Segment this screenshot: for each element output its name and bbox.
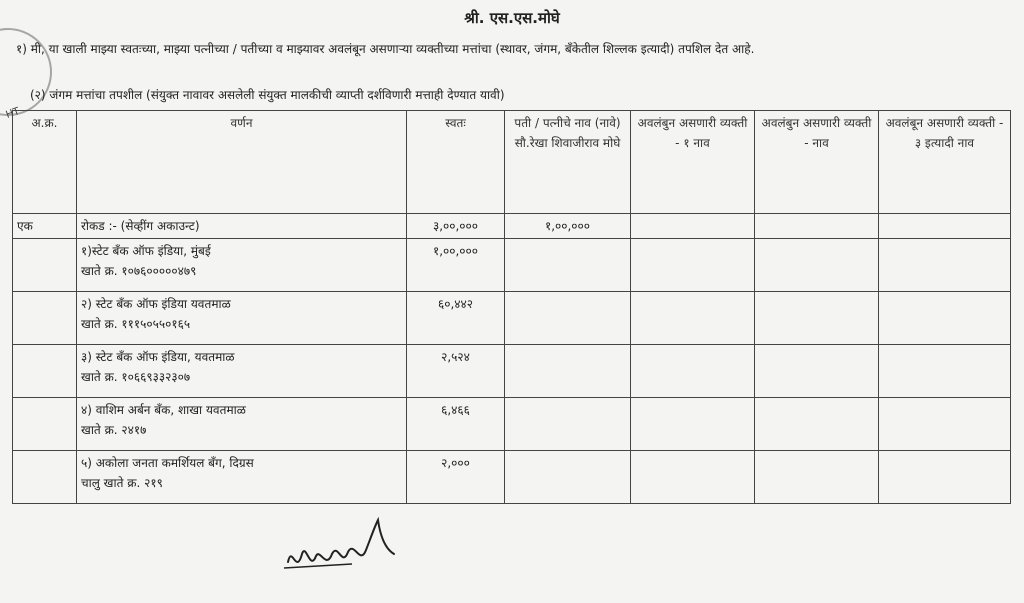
header-row xyxy=(13,111,1011,214)
table-row xyxy=(13,292,1011,345)
col-header-dependent-3: अवलंबून असणारी व्यक्ती - ३ इत्यादी नाव xyxy=(879,111,1011,214)
col-header-spouse xyxy=(505,111,631,214)
col-header-desc: वर्णन xyxy=(77,111,407,214)
row-desc: १)स्टेट बँक ऑफ इंडिया, मुंबई खाते क्र. १०७६०००००४७९ xyxy=(77,239,407,292)
col-header-dependent-2: अवलंबुन असणारी व्यक्ती - नाव xyxy=(755,111,879,214)
row-desc: ३) स्टेट बँक ऑफ इंडिया, यवतमाळ खाते क्र. १०६६९३३२३०७ xyxy=(77,345,407,398)
row-desc: २) स्टेट बँक ऑफ इंडिया यवतमाळ खाते क्र. १११५०५५०१६५ xyxy=(77,292,407,345)
cash-desc: रोकड :- (सेव्हींग अकाउन्ट) xyxy=(77,214,407,239)
row-self-amount: २,००० xyxy=(407,451,505,504)
row-desc: ४) वाशिम अर्बन बँक, शाखा यवतमाळ खाते क्र. २४१७ xyxy=(77,398,407,451)
table-row xyxy=(13,398,1011,451)
cash-spouse: १,००,००० xyxy=(505,214,631,239)
cash-self: ३,००,००० xyxy=(407,214,505,239)
intro-statement: १) मी, या खाली माझ्या स्वतःच्या, माझ्या पत्नीच्या / पतीच्या व माझ्यावर अवलंबून असणाऱ्या व्यक्तीच्या मत्तांचा (स्थावर, जंगम, बँकेतील शिल्लक इत्यादी) तपशिल देत आहे. xyxy=(16,42,755,56)
spouse-label: पती / पत्नीचे नाव (नावे) xyxy=(514,116,621,130)
stamp-fragment: HT xyxy=(4,105,22,122)
page-title: श्री. एस.एस.मोघे xyxy=(464,9,560,27)
signature-icon xyxy=(282,514,402,584)
table-row xyxy=(13,345,1011,398)
row-self-amount: ६,४६६ xyxy=(407,398,505,451)
spouse-name: सौ.रेखा शिवाजीराव मोघे xyxy=(514,136,621,150)
col-header-dependent-1: अवलंबुन असणारी व्यक्ती - १ नाव xyxy=(631,111,755,214)
col-header-self: स्वतः xyxy=(407,111,505,214)
table-row xyxy=(13,239,1011,292)
row-self-amount: २,५२४ xyxy=(407,345,505,398)
col-header-sr: अ.क्र. xyxy=(13,111,77,214)
assets-table xyxy=(12,110,1011,504)
row-self-amount: ६०,४४२ xyxy=(407,292,505,345)
cash-sr: एक xyxy=(13,214,77,239)
table-row xyxy=(13,451,1011,504)
row-desc: ५) अकोला जनता कमर्शियल बँग, दिग्रस चालु खाते क्र. २१९ xyxy=(77,451,407,504)
row-self-amount: १,००,००० xyxy=(407,239,505,292)
section-heading: (२) जंगम मत्तांचा तपशील (संयुक्त नावावर असलेली संयुक्त मालकीची व्याप्ती दर्शविणारी मत्ताही देण्यात यावी) xyxy=(30,88,505,102)
cash-row xyxy=(13,214,1011,239)
